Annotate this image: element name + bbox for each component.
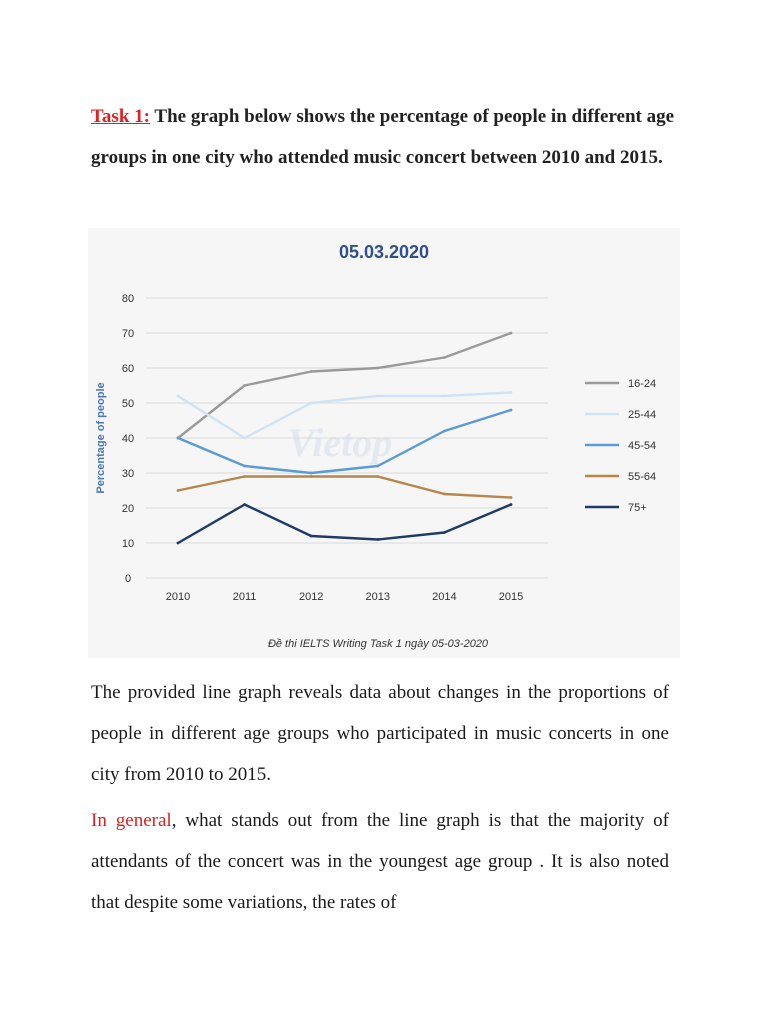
chart-watermark: Vietop bbox=[287, 420, 393, 465]
data-point bbox=[376, 367, 379, 370]
task-prompt bbox=[91, 96, 681, 178]
in-general-phrase: In general bbox=[91, 810, 172, 831]
data-point bbox=[243, 437, 246, 440]
legend-label: 55-64 bbox=[628, 471, 657, 483]
data-point bbox=[510, 409, 513, 412]
data-point bbox=[510, 332, 513, 335]
y-tick-label: 30 bbox=[121, 468, 135, 480]
legend-label: 45-54 bbox=[628, 440, 657, 452]
chart-caption: Đề thi IELTS Writing Task 1 ngày 05-03-2020 bbox=[267, 638, 489, 650]
data-point bbox=[177, 542, 180, 545]
x-tick-label: 2012 bbox=[298, 591, 324, 603]
legend-label: 16-24 bbox=[628, 378, 657, 390]
legend-item bbox=[585, 409, 656, 421]
paragraph-general bbox=[91, 800, 669, 923]
data-point bbox=[443, 531, 446, 534]
y-tick-label: 80 bbox=[121, 293, 135, 305]
task-label: Task 1: bbox=[91, 106, 150, 127]
data-point bbox=[443, 395, 446, 398]
data-point bbox=[310, 402, 313, 405]
line-chart-figure bbox=[88, 228, 680, 658]
data-point bbox=[177, 489, 180, 492]
data-point bbox=[443, 356, 446, 359]
y-axis-label: Percentage of people bbox=[95, 382, 107, 494]
x-tick-label: 2014 bbox=[432, 591, 457, 603]
legend-item bbox=[585, 378, 656, 390]
legend-item bbox=[585, 471, 656, 483]
x-tick-label: 2015 bbox=[498, 591, 524, 603]
line-chart bbox=[88, 228, 680, 658]
data-point bbox=[177, 437, 180, 440]
legend-item bbox=[585, 440, 656, 452]
data-point bbox=[376, 538, 379, 541]
data-point bbox=[443, 493, 446, 496]
x-tick-label: 2013 bbox=[365, 591, 391, 603]
data-point bbox=[243, 503, 246, 506]
y-tick-label: 40 bbox=[121, 433, 135, 445]
data-point bbox=[510, 503, 513, 506]
series-line-75+ bbox=[178, 505, 511, 544]
y-tick-label: 70 bbox=[121, 328, 135, 340]
y-tick-label: 0 bbox=[124, 573, 132, 585]
chart-title: 05.03.2020 bbox=[338, 242, 430, 262]
legend-label: 25-44 bbox=[628, 409, 657, 421]
series-line-55-64 bbox=[178, 477, 511, 498]
data-point bbox=[243, 465, 246, 468]
data-point bbox=[376, 395, 379, 398]
data-point bbox=[310, 472, 313, 475]
data-point bbox=[443, 430, 446, 433]
data-point bbox=[510, 391, 513, 394]
legend-label: 75+ bbox=[628, 502, 647, 514]
data-point bbox=[310, 535, 313, 538]
y-tick-label: 60 bbox=[121, 363, 135, 375]
data-point bbox=[376, 465, 379, 468]
data-point bbox=[243, 475, 246, 478]
y-tick-label: 10 bbox=[121, 538, 135, 550]
data-point bbox=[376, 475, 379, 478]
data-point bbox=[510, 496, 513, 499]
data-point bbox=[177, 395, 180, 398]
data-point bbox=[310, 370, 313, 373]
y-tick-label: 20 bbox=[121, 503, 135, 515]
paragraph-general-text: , what stands out from the line graph is that the majority of attendants of the concert was in the youngest age group . It is also noted that despite some variations, the rates of bbox=[91, 810, 670, 913]
y-tick-label: 50 bbox=[121, 398, 135, 410]
data-point bbox=[243, 384, 246, 387]
x-tick-label: 2010 bbox=[165, 591, 191, 603]
legend-item bbox=[585, 502, 647, 514]
task-text: The graph below shows the percentage of people in different age groups in one city who attended music concert between 2010 and 2015. bbox=[91, 106, 675, 168]
paragraph-overview: The provided line graph reveals data about changes in the proportions of people in different age groups who participated in music concerts in one city from 2010 to 2015. bbox=[91, 682, 669, 785]
data-point bbox=[310, 475, 313, 478]
x-tick-label: 2011 bbox=[232, 591, 257, 603]
